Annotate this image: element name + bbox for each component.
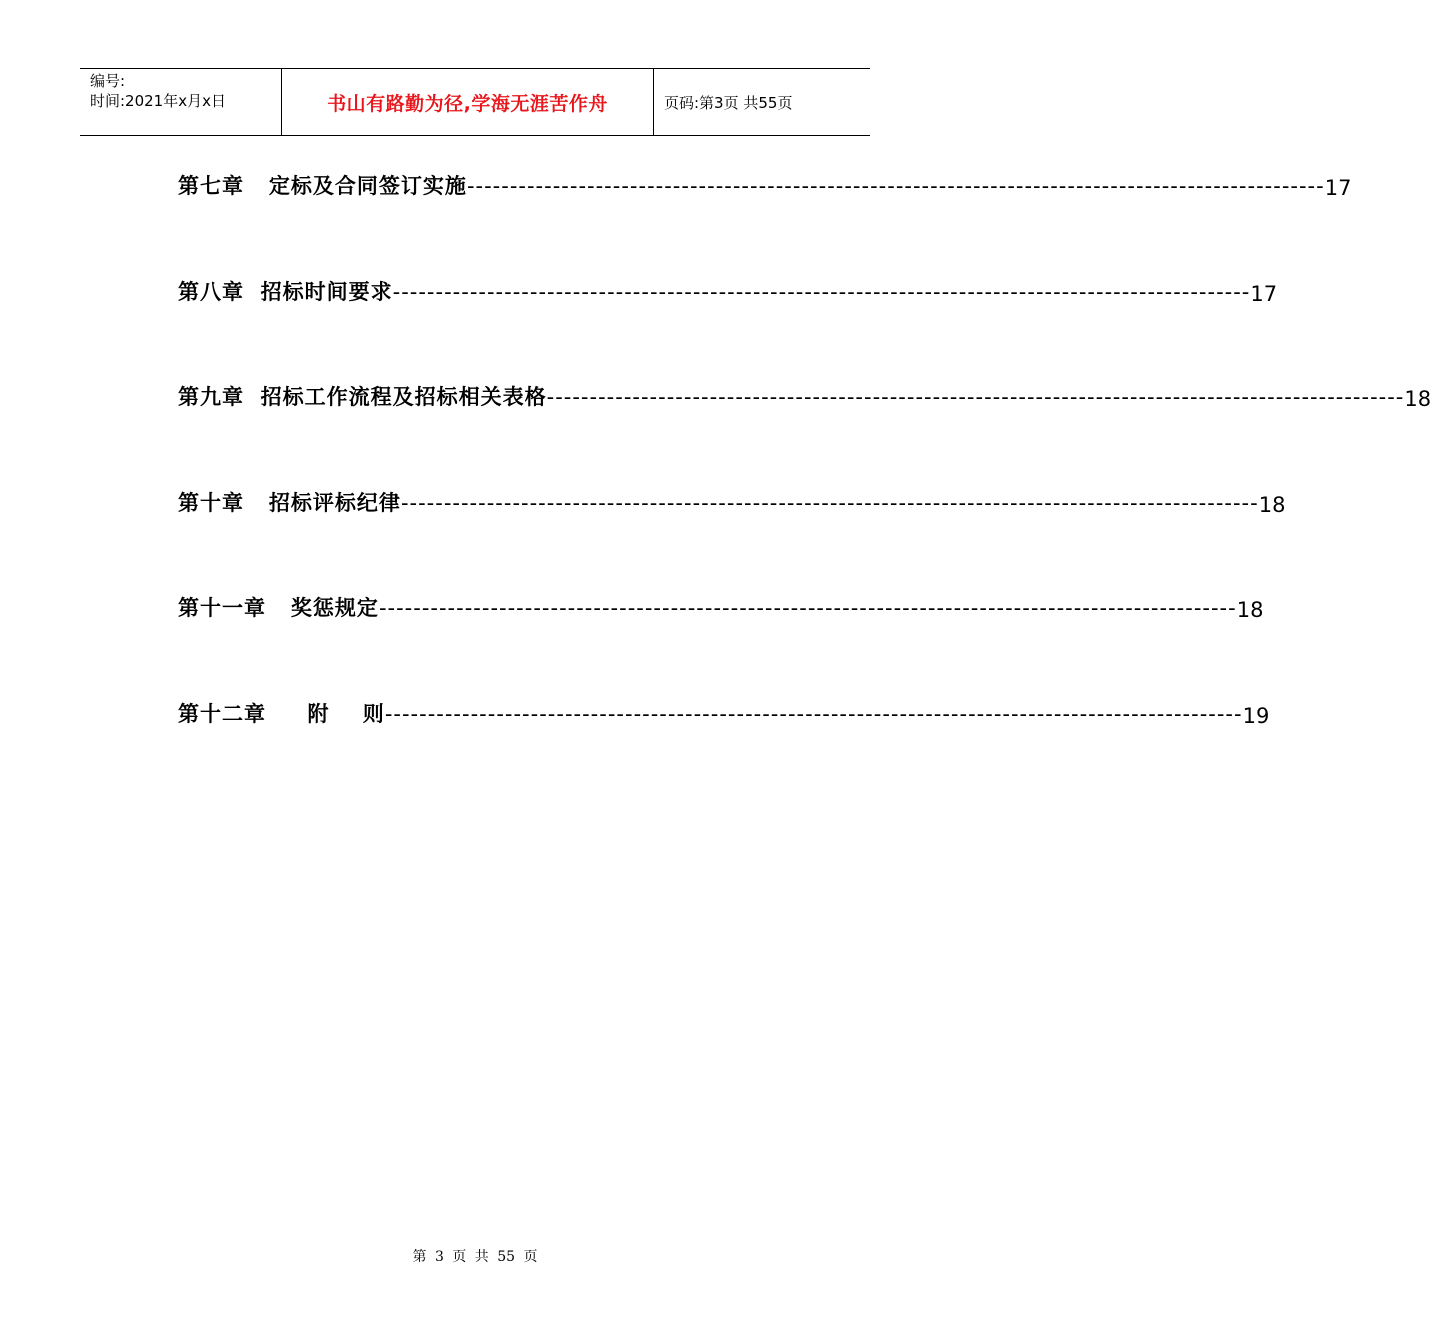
page-header <box>80 68 870 136</box>
toc-entry-title: 第十二章 附 则 <box>178 702 385 726</box>
toc-leader: ---------------------------------------------------------------------------------------------------- <box>392 280 1251 304</box>
toc-leader: ---------------------------------------------------------------------------------------------------- <box>546 385 1405 409</box>
header-meta <box>80 69 282 135</box>
toc-entry-title: 第九章 招标工作流程及招标相关表格 <box>178 385 547 409</box>
toc-entry-title: 第七章 定标及合同签订实施 <box>178 174 467 198</box>
page-footer <box>0 1246 950 1266</box>
toc-entry[interactable] <box>178 272 1278 306</box>
header-motto-cell <box>282 69 654 135</box>
toc-leader: ---------------------------------------------------------------------------------------------------- <box>466 174 1325 198</box>
page-info: 页码:第3页 共55页 <box>664 93 793 112</box>
toc-entry[interactable] <box>178 377 1431 411</box>
toc-leader: ---------------------------------------------------------------------------------------------------- <box>378 596 1237 620</box>
motto-text: 书山有路勤为径,学海无涯苦作舟 <box>327 92 608 115</box>
toc-entry[interactable] <box>178 483 1286 517</box>
toc-entry-page: 19 <box>1242 704 1270 728</box>
toc-entry-title: 第八章 招标时间要求 <box>178 280 393 304</box>
toc-entry-title: 第十一章 奖惩规定 <box>178 596 379 620</box>
toc-entry-title: 第十章 招标评标纪律 <box>178 491 401 515</box>
footer-page-number: 第 3 页 共 55 页 <box>412 1249 538 1265</box>
toc-entry-page: 18 <box>1236 598 1264 622</box>
toc-entry-page: 18 <box>1258 493 1286 517</box>
toc-entry[interactable] <box>178 694 1270 728</box>
toc-entry-page: 17 <box>1324 176 1352 200</box>
toc-entry[interactable] <box>178 166 1352 200</box>
toc-entry-page: 17 <box>1250 282 1278 306</box>
toc-leader: ---------------------------------------------------------------------------------------------------- <box>384 702 1243 726</box>
header-page-cell <box>654 69 870 135</box>
time-label: 时间:2021年x月x日 <box>90 92 226 110</box>
toc-entry[interactable] <box>178 588 1264 622</box>
toc-entry-page: 18 <box>1404 387 1431 411</box>
toc-leader: ---------------------------------------------------------------------------------------------------- <box>400 491 1259 515</box>
number-label: 编号: <box>90 72 126 90</box>
